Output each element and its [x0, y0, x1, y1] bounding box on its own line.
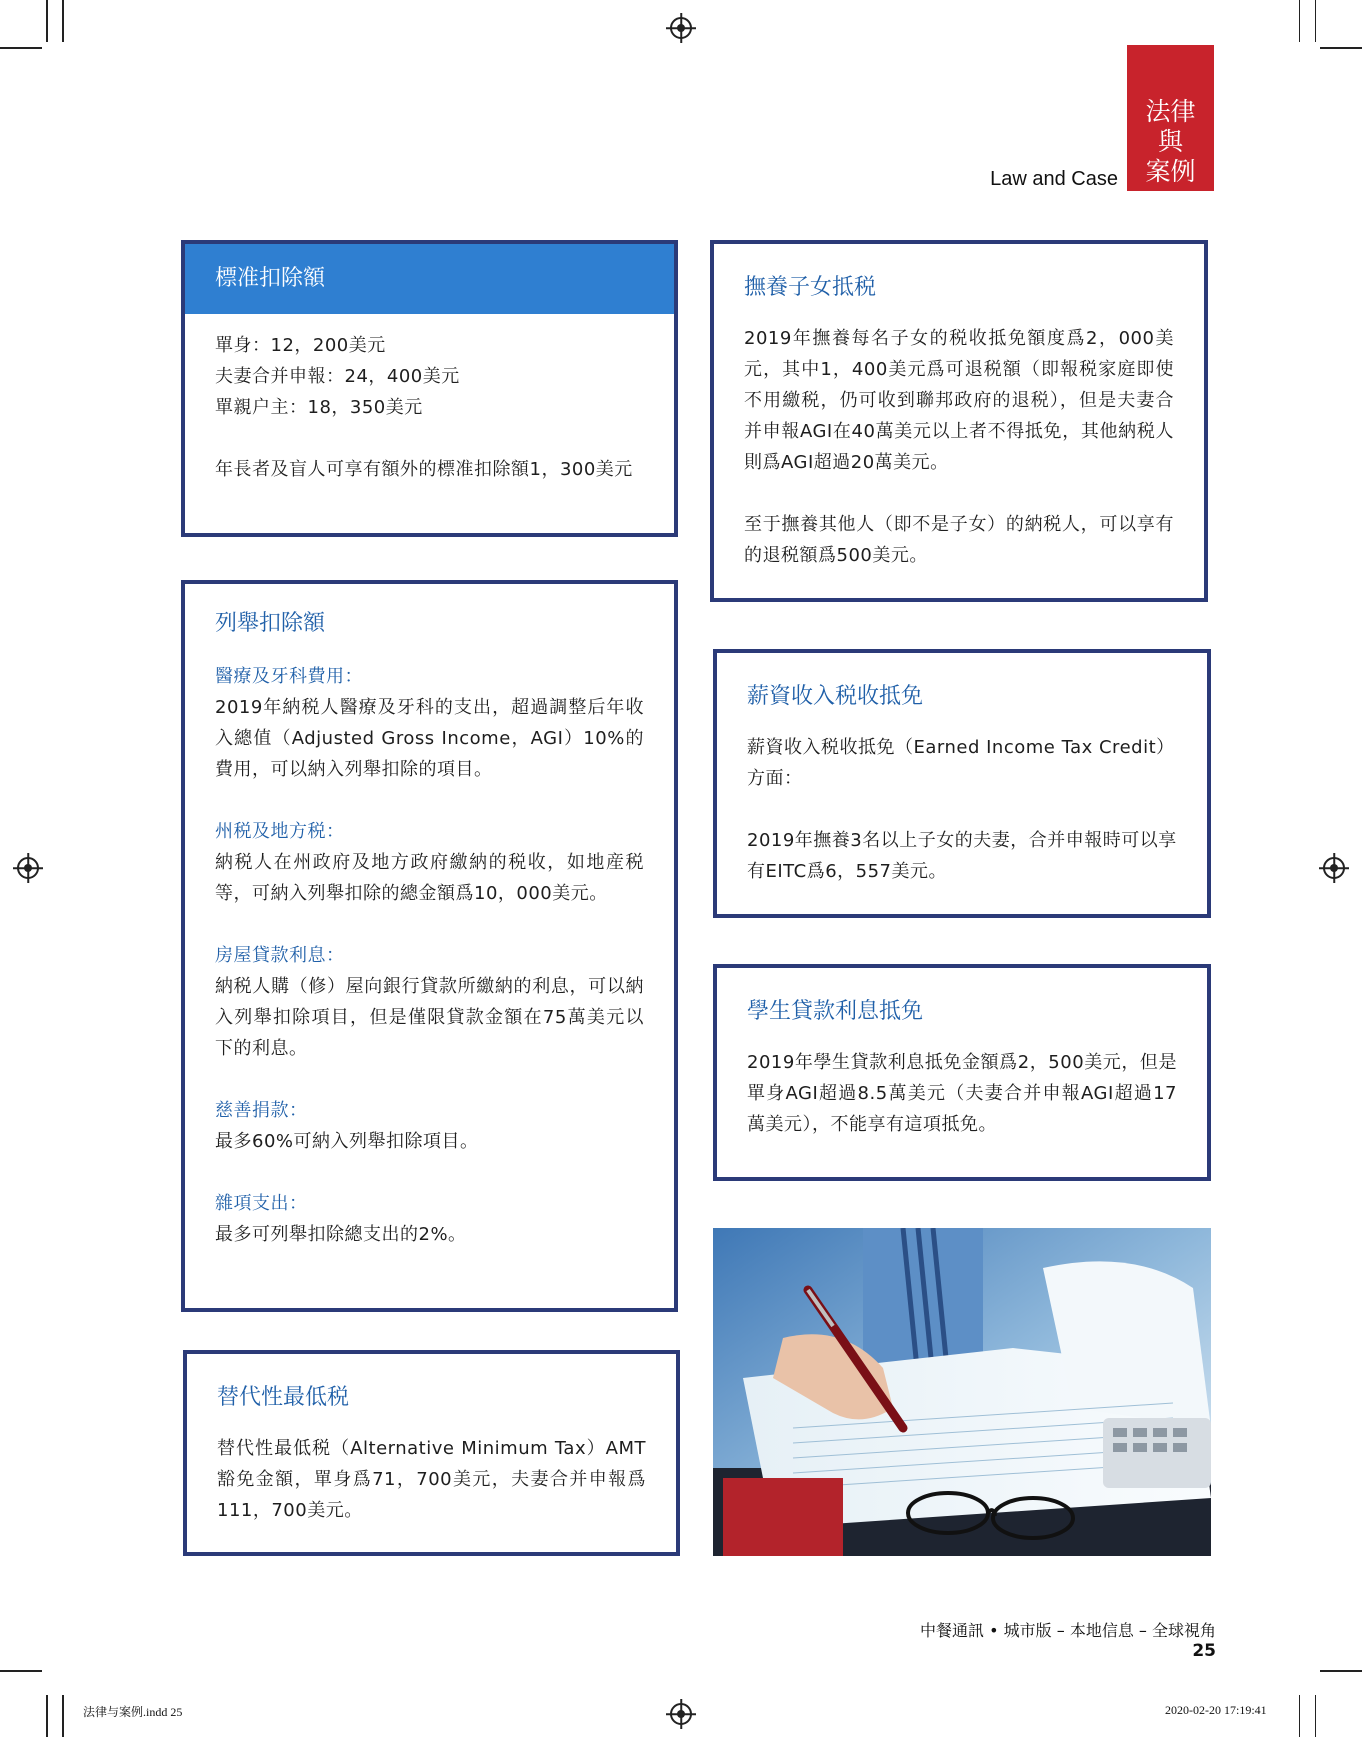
- crop-mark: [0, 1670, 42, 1672]
- crop-mark: [62, 0, 64, 42]
- standard-deduction-title: 標准扣除額: [185, 244, 674, 314]
- amt-title: 替代性最低税: [217, 1385, 350, 1410]
- tax-form-photo-illustration: [713, 1228, 1211, 1556]
- eitc-title: 薪資收入税收抵免: [747, 684, 924, 709]
- crop-mark: [0, 47, 42, 49]
- itemized-sub: 慈善捐款：: [215, 1100, 308, 1121]
- child-credit-p2: 至于撫養其他人（即不是子女）的納税人，可以享有的退税額爲500美元。: [744, 514, 1174, 566]
- section-english-label: Law and Case: [990, 168, 1118, 190]
- crop-mark: [1320, 47, 1362, 49]
- section-tag-label: 法律 與 案例: [1145, 97, 1196, 186]
- itemized-text: 納税人購（修）屋向銀行貸款所繳納的利息，可以納入列舉扣除項目，但是僅限貸款金額在75萬美元以下的利息。: [215, 976, 644, 1059]
- registration-mark-icon: [1323, 857, 1345, 879]
- student-loan-p1: 2019年學生貸款利息抵免金額爲2，500美元，但是單身AGI超過8.5萬美元（夫妻合并申報AGI超過17萬美元），不能享有這項抵免。: [747, 1052, 1177, 1135]
- slug-file: 法律与案例.indd 25: [83, 1705, 183, 1719]
- crop-mark: [1315, 0, 1317, 42]
- itemized-sub: 州税及地方税：: [215, 821, 345, 842]
- slug-time: 2020-02-20 17:19:41: [1165, 1703, 1267, 1717]
- itemized-sub: 雜項支出：: [215, 1193, 308, 1214]
- student-loan-box: [713, 964, 1211, 1181]
- standard-deduction-box: [181, 240, 678, 537]
- eitc-p2: 2019年撫養3名以上子女的夫妻，合并申報時可以享有EITC爲6，557美元。: [747, 830, 1177, 882]
- footer-publication: 中餐通訊 • 城市版 – 本地信息 – 全球視角: [920, 1621, 1216, 1640]
- itemized-text: 納税人在州政府及地方政府繳納的税收，如地産税等，可納入列舉扣除的總金額爲10，000美元。: [215, 852, 644, 904]
- child-credit-p1: 2019年撫養每名子女的税收抵免額度爲2，000美元，其中1，400美元爲可退税額（即報税家庭即使不用繳税，仍可收到聯邦政府的退税），但是夫妻合并申報AGI在40萬美元以上者不得抵免，其他納税人則爲AGI超過20萬美元。: [744, 328, 1174, 473]
- itemized-sub: 房屋貸款利息：: [215, 945, 345, 966]
- child-credit-box: [710, 240, 1208, 602]
- itemized-item-state-tax: [215, 816, 644, 909]
- student-loan-title: 學生貸款利息抵免: [747, 999, 924, 1024]
- eitc-box: [713, 649, 1211, 918]
- registration-mark-icon: [670, 1703, 692, 1725]
- section-tag: [1127, 45, 1214, 191]
- crop-mark: [1299, 1695, 1301, 1737]
- crop-mark: [1299, 0, 1301, 42]
- registration-mark-icon: [670, 17, 692, 39]
- amt-p1: 替代性最低税（Alternative Minimum Tax）AMT豁免金額，單身爲71，700美元，夫妻合并申報爲111，700美元。: [217, 1438, 646, 1521]
- crop-mark: [46, 0, 48, 42]
- amt-box: [183, 1350, 680, 1556]
- itemized-deduction-box: [181, 580, 678, 1312]
- crop-mark: [46, 1695, 48, 1737]
- footer: [900, 1618, 1216, 1661]
- itemized-item-mortgage: [215, 940, 644, 1064]
- itemized-text: 最多可列舉扣除總支出的2%。: [215, 1224, 467, 1245]
- itemized-item-misc: [215, 1188, 644, 1250]
- itemized-text: 2019年納税人醫療及牙科的支出，超過調整后年收入總值（Adjusted Gross Income，AGI）10%的費用，可以納入列舉扣除的項目。: [215, 697, 644, 780]
- standard-line-joint: 夫妻合并申報：24，400美元: [215, 366, 460, 387]
- itemized-text: 最多60%可納入列舉扣除項目。: [215, 1131, 479, 1152]
- registration-mark-icon: [17, 857, 39, 879]
- itemized-item-charity: [215, 1095, 644, 1157]
- itemized-sub: 醫療及牙科費用：: [215, 666, 363, 687]
- page-number: 25: [1192, 1641, 1216, 1661]
- standard-line-head: 單親户主：18，350美元: [215, 397, 423, 418]
- crop-mark: [1315, 1695, 1317, 1737]
- itemized-title: 列舉扣除額: [215, 611, 326, 636]
- eitc-p1: 薪資收入税收抵免（Earned Income Tax Credit）方面：: [747, 737, 1175, 789]
- tax-form-photo: [713, 1228, 1211, 1556]
- crop-mark: [1320, 1670, 1362, 1672]
- standard-note: 年長者及盲人可享有額外的標准扣除額1，300美元: [215, 459, 633, 480]
- itemized-item-medical: [215, 661, 644, 785]
- child-credit-title: 撫養子女抵税: [744, 275, 877, 300]
- crop-mark: [62, 1695, 64, 1737]
- standard-line-single: 單身：12，200美元: [215, 335, 386, 356]
